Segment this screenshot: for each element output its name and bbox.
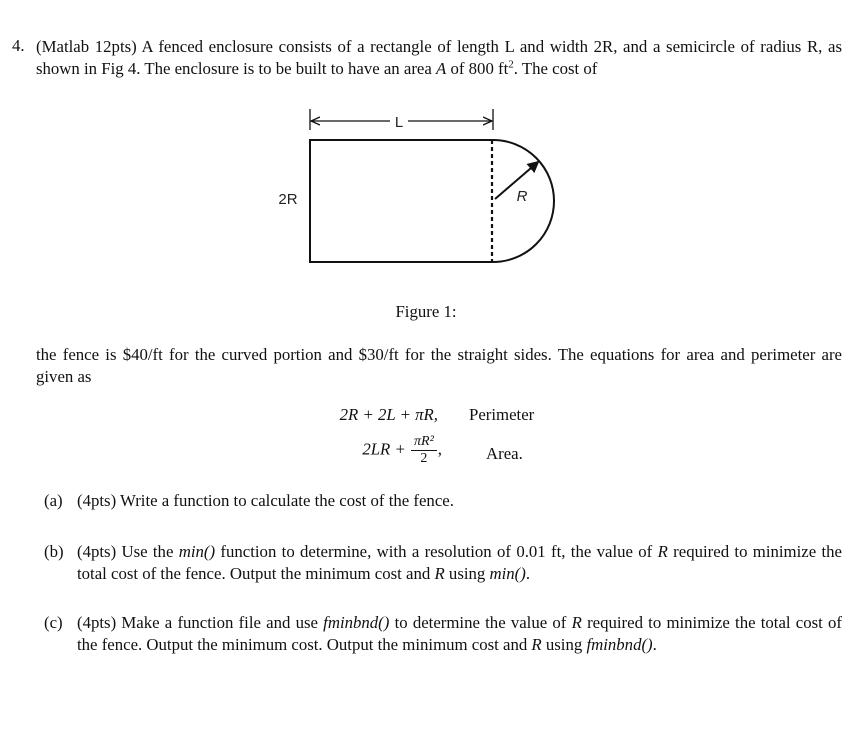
part-b-var-r: R <box>657 542 668 561</box>
rectangle-outline <box>310 140 493 262</box>
part-b-var-r-2: R <box>434 564 445 583</box>
part-c-text <box>77 612 842 656</box>
part-c-text-4: using <box>541 635 587 654</box>
part-c-label: (c) <box>44 613 63 632</box>
perimeter-equation <box>0 405 852 429</box>
part-c-var-r: R <box>571 613 582 632</box>
part-b-text-4: using <box>444 564 490 583</box>
question-intro <box>36 36 842 80</box>
part-b-fn-min: min() <box>178 542 216 561</box>
part-b <box>44 541 842 585</box>
question-continuation: the fence is $40/ft for the curved portion and $30/ft for the straight sides. The equations for area and perimeter are given as <box>36 345 842 386</box>
part-b-text-2: function to determine, with a resolution of 0.01 ft, the value of <box>215 542 658 561</box>
figure-caption: Figure 1: <box>395 302 457 321</box>
radius-label: R <box>516 188 528 205</box>
part-c-var-r-2: R <box>531 635 542 654</box>
part-b-text-1: (4pts) Use the <box>77 542 179 561</box>
area-equation <box>0 431 852 477</box>
area-expression <box>362 434 442 467</box>
area-expr-left: 2LR + <box>362 439 406 459</box>
part-b-text-3: required to minimize the total cost of the fence. Output the minimum cost and <box>77 542 842 583</box>
area-symbol: A <box>436 59 447 78</box>
width-label: 2R <box>278 191 298 208</box>
area-fraction <box>411 434 437 467</box>
length-dimension <box>310 109 493 131</box>
part-c-fn-fminbnd: fminbnd() <box>323 613 390 632</box>
area-expr-right: , <box>437 439 442 459</box>
part-a-label: (a) <box>44 491 63 510</box>
part-c <box>44 612 842 656</box>
enclosure-diagram <box>250 100 570 275</box>
part-c-text-3: required to minimize the total cost of the fence. Output the minimum cost. Output the minimum cost and <box>77 613 843 654</box>
intro-part-1: (Matlab 12pts) A fenced enclosure consists of a rectangle of length L and width 2R, and a semicircle of radius R, as shown in Fig 4. The enclosure is to be built to have an area <box>36 37 842 78</box>
part-c-text-5: . <box>652 635 657 654</box>
perimeter-label: Perimeter <box>469 405 535 424</box>
area-fraction-numerator: πR² <box>411 434 437 451</box>
part-b-label: (b) <box>44 542 64 561</box>
intro-part-3: . The cost of <box>513 59 598 78</box>
part-c-fn-fminbnd-2: fminbnd() <box>586 635 653 654</box>
part-b-text-5: . <box>525 564 531 583</box>
part-c-text-2: to determine the value of <box>389 613 572 632</box>
area-label: Area. <box>486 444 523 463</box>
length-label: L <box>394 114 404 131</box>
question-number: 4. <box>12 36 25 55</box>
part-b-fn-min-2: min() <box>489 564 526 583</box>
intro-part-2: of 800 ft <box>446 59 509 78</box>
perimeter-expression: 2R + 2L + πR, <box>339 405 438 424</box>
part-a-text: (4pts) Write a function to calculate the cost of the fence. <box>77 491 454 510</box>
area-exponent: 2 <box>508 58 514 71</box>
part-a <box>44 490 842 512</box>
part-c-text-1: (4pts) Make a function file and use <box>77 613 324 632</box>
area-fraction-denominator: 2 <box>420 451 428 466</box>
part-b-text <box>77 541 842 585</box>
